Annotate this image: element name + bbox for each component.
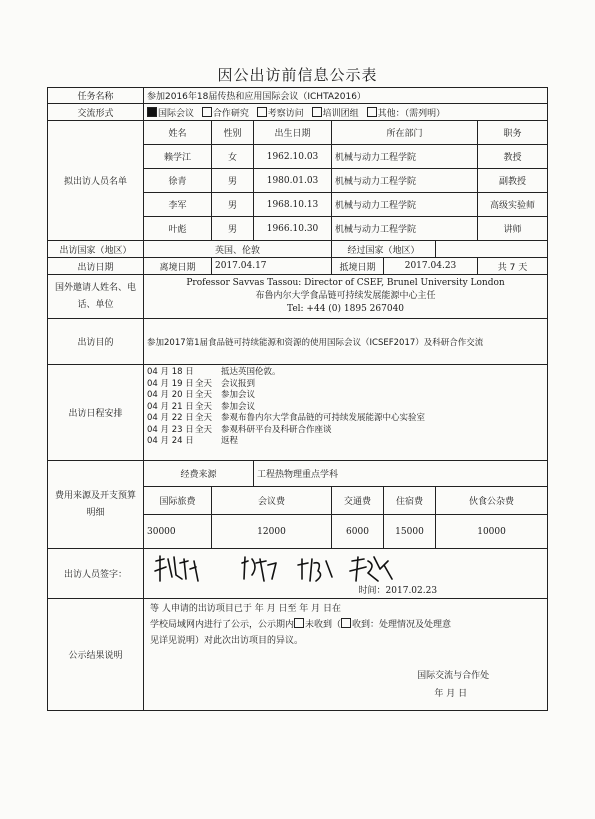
signature-label: 出访人员签字： bbox=[48, 549, 144, 599]
members-label: 拟出访人员名单 bbox=[48, 121, 144, 241]
handwritten-signatures bbox=[152, 553, 442, 587]
country-value: 英国、伦敦 bbox=[144, 241, 332, 258]
task-label: 任务名称 bbox=[48, 88, 144, 104]
dates-label: 出访日期 bbox=[48, 258, 144, 275]
checkbox-empty-icon bbox=[257, 107, 267, 117]
member-gender: 女 bbox=[212, 145, 254, 169]
inviter-label: 国外邀请人姓名、电话、单位 bbox=[48, 275, 144, 319]
return-label: 抵境日期 bbox=[332, 258, 384, 275]
option-cooperative-research[interactable]: 合作研究 bbox=[202, 106, 249, 119]
list-item: 04 月 21 日全天 参加会议 bbox=[147, 401, 256, 412]
budget-header-transport: 交通费 bbox=[332, 487, 384, 515]
publicity-line-2: 学校局域网内进行了公示，公示期内 未收到（ 收到：处理情况及处理意 bbox=[150, 620, 452, 630]
publicity-statement bbox=[144, 599, 548, 711]
checkbox-empty-icon bbox=[312, 107, 322, 117]
member-dept: 机械与动力工程学院 bbox=[332, 193, 478, 217]
member-gender: 男 bbox=[212, 169, 254, 193]
option-international-conference[interactable]: 国际会议 bbox=[147, 106, 194, 119]
option-training-group[interactable]: 培训团组 bbox=[312, 106, 359, 119]
budget-source-label: 经费来源 bbox=[144, 461, 254, 487]
publicity-org: 国际交流与合作处 bbox=[417, 671, 490, 681]
signature-area bbox=[144, 549, 548, 599]
budget-header-intl-travel: 国际旅费 bbox=[144, 487, 212, 515]
member-dept: 机械与动力工程学院 bbox=[332, 169, 478, 193]
country-label: 出访国家（地区） bbox=[48, 241, 144, 258]
page-title: 因公出访前信息公示表 bbox=[217, 66, 378, 84]
member-name: 叶彪 bbox=[144, 217, 212, 241]
member-gender: 男 bbox=[212, 193, 254, 217]
budget-header-conference: 会议费 bbox=[212, 487, 332, 515]
member-title: 教授 bbox=[478, 145, 548, 169]
list-item: 04 月 23 日全天 参观科研平台及科研合作座谈 bbox=[147, 424, 332, 435]
budget-label: 费用来源及开支预算明细 bbox=[48, 461, 144, 549]
inviter-line-3: Tel: +44 (0) 1895 267040 bbox=[287, 304, 405, 314]
option-other[interactable]: 其他：（需列明） bbox=[367, 106, 446, 119]
budget-value-meals: 10000 bbox=[436, 515, 548, 549]
inviter-line-2: 布鲁内尔大学食品链可持续发展能源中心主任 bbox=[255, 291, 436, 301]
inviter-info bbox=[144, 275, 548, 319]
list-item: 04 月 18 日 抵达英国伦敦。 bbox=[147, 367, 281, 377]
budget-value-accommodation: 15000 bbox=[384, 515, 436, 549]
member-birth: 1962.10.03 bbox=[254, 145, 332, 169]
header-dept: 所在部门 bbox=[332, 121, 478, 145]
member-birth: 1966.10.30 bbox=[254, 217, 332, 241]
exchange-label: 交流形式 bbox=[48, 104, 144, 121]
member-birth: 1968.10.13 bbox=[254, 193, 332, 217]
checkbox-empty-icon[interactable] bbox=[341, 618, 351, 628]
disclosure-form-table bbox=[47, 87, 548, 711]
schedule-list bbox=[144, 365, 548, 461]
transit-value bbox=[436, 241, 548, 258]
inviter-line-1: Professor Savvas Tassou: Director of CSEF, Brunel University London bbox=[186, 278, 505, 288]
member-name: 徐青 bbox=[144, 169, 212, 193]
member-name: 李军 bbox=[144, 193, 212, 217]
budget-value-transport: 6000 bbox=[332, 515, 384, 549]
purpose-value: 参加2017第1届食品链可持续能源和资源的使用国际会议（ICSEF2017）及科研合作交流 bbox=[144, 319, 548, 365]
signature-time: 时间：2017.02.23 bbox=[358, 586, 438, 596]
member-birth: 1980.01.03 bbox=[254, 169, 332, 193]
member-dept: 机械与动力工程学院 bbox=[332, 217, 478, 241]
budget-source-value: 工程热物理重点学科 bbox=[254, 461, 548, 487]
transit-label: 经过国家（地区） bbox=[332, 241, 436, 258]
leave-value: 2017.04.17 bbox=[212, 258, 332, 275]
member-gender: 男 bbox=[212, 217, 254, 241]
publicity-line-1: 等 人申请的出访项目已于 年 月 日至 年 月 日在 bbox=[150, 604, 342, 614]
member-name: 赖学江 bbox=[144, 145, 212, 169]
schedule-label: 出访日程安排 bbox=[48, 365, 144, 461]
budget-header-meals: 伙食公杂费 bbox=[436, 487, 548, 515]
leave-label: 离境日期 bbox=[144, 258, 212, 275]
list-item: 04 月 22 日全天 参观布鲁内尔大学食品链的可持续发展能源中心实验室 bbox=[147, 413, 426, 423]
member-title: 副教授 bbox=[478, 169, 548, 193]
task-value: 参加2016年18届传热和应用国际会议（ICHTA2016） bbox=[144, 88, 548, 104]
header-gender: 性别 bbox=[212, 121, 254, 145]
checkbox-empty-icon[interactable] bbox=[294, 618, 304, 628]
budget-header-accommodation: 住宿费 bbox=[384, 487, 436, 515]
list-item: 04 月 20 日全天 参加会议 bbox=[147, 390, 256, 400]
budget-value-conference: 12000 bbox=[212, 515, 332, 549]
checkbox-empty-icon bbox=[202, 107, 212, 117]
header-birth: 出生日期 bbox=[254, 121, 332, 145]
list-item: 04 月 19 日全天 会议报到 bbox=[147, 378, 256, 389]
budget-value-intl-travel: 30000 bbox=[144, 515, 212, 549]
exchange-options bbox=[144, 104, 548, 121]
member-title: 高级实验师 bbox=[478, 193, 548, 217]
checkbox-empty-icon bbox=[367, 107, 377, 117]
header-name: 姓名 bbox=[144, 121, 212, 145]
publicity-date: 年 月 日 bbox=[434, 689, 468, 699]
list-item: 04 月 24 日 返程 bbox=[147, 436, 239, 446]
checkbox-checked-icon bbox=[147, 107, 157, 117]
option-inspection-visit[interactable]: 考察访问 bbox=[257, 106, 304, 119]
member-dept: 机械与动力工程学院 bbox=[332, 145, 478, 169]
publicity-line-3: 见详见说明）对此次出访项目的异议。 bbox=[150, 636, 304, 646]
publicity-label: 公示结果说明 bbox=[48, 599, 144, 711]
header-title: 职务 bbox=[478, 121, 548, 145]
total-days: 共 7 天 bbox=[478, 258, 548, 275]
member-title: 讲师 bbox=[478, 217, 548, 241]
return-value: 2017.04.23 bbox=[384, 258, 478, 275]
purpose-label: 出访目的 bbox=[48, 319, 144, 365]
